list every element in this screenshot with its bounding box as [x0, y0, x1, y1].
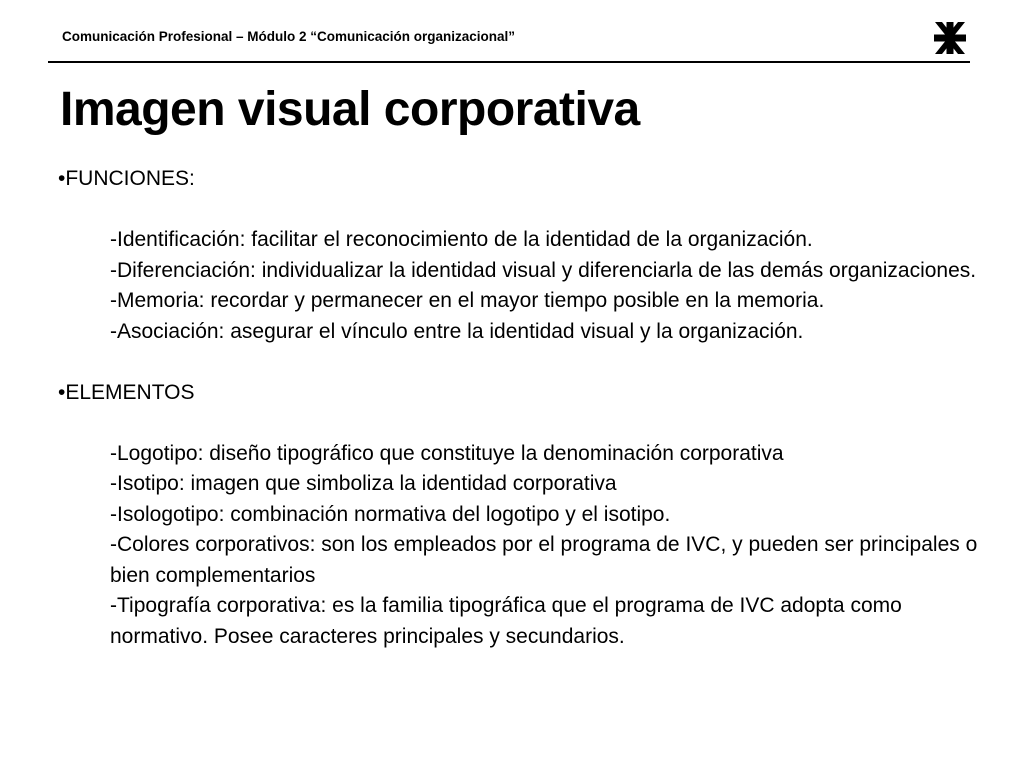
- slide-title: Imagen visual corporativa: [60, 83, 640, 136]
- list-item: -Memoria: recordar y permanecer en el mayor tiempo posible en la memoria.: [110, 289, 825, 312]
- list-item: -Diferenciación: individualizar la identidad visual y diferenciarla de las demás organizaciones.: [110, 258, 977, 282]
- list-item: -Isologotipo: combinación normativa del logotipo y el isotipo.: [110, 502, 671, 526]
- spacer: [58, 408, 988, 439]
- list-item: -Tipografía corporativa: es la familia tipográfica que el programa de IVC adopta como normativo. Posee caracteres principales y secundarios.: [110, 594, 902, 648]
- utn-logo-icon: [932, 20, 968, 56]
- section-heading-elementos: •ELEMENTOS: [58, 380, 195, 404]
- slide-content: [58, 164, 988, 652]
- section-heading-funciones: •FUNCIONES:: [58, 167, 195, 190]
- list-item: -Isotipo: imagen que simboliza la identidad corporativa: [110, 472, 617, 495]
- list-item: -Identificación: facilitar el reconocimiento de la identidad de la organización.: [110, 228, 813, 251]
- spacer: [58, 347, 988, 378]
- list-item: -Colores corporativos: son los empleados por el programa de IVC, y pueden ser principales o bien complementarios: [110, 533, 978, 587]
- course-header: Comunicación Profesional – Módulo 2 “Comunicación organizacional”: [62, 29, 516, 44]
- spacer: [58, 195, 988, 226]
- list-item: -Logotipo: diseño tipográfico que constituye la denominación corporativa: [110, 441, 784, 465]
- header-divider: [48, 61, 970, 63]
- list-item: -Asociación: asegurar el vínculo entre la identidad visual y la organización.: [110, 319, 804, 343]
